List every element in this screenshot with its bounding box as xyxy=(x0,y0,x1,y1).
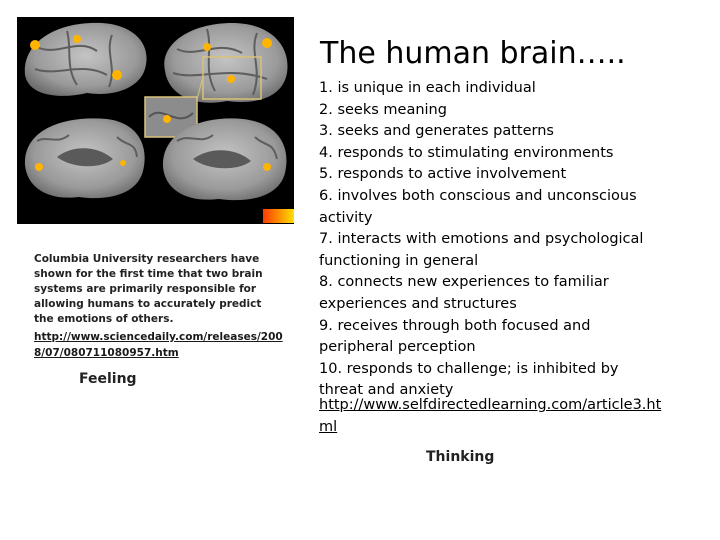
image-caption: Columbia University researchers have shown for the first time that two brain systems are primarily responsible for allowing humans to accurately predict the emotions of others. xyxy=(34,253,263,325)
list-item: 2. seeks meaning xyxy=(319,101,447,118)
brain-scan-image xyxy=(17,17,294,224)
brain-lateral-left xyxy=(25,23,147,96)
brain-medial-left xyxy=(25,118,145,198)
list-item: 3. seeks and generates patterns xyxy=(319,123,554,140)
list-item: 10. responds to challenge; is inhibited by threat and anxiety xyxy=(319,360,619,399)
list-item: 9. receives through both focused and peripheral perception xyxy=(319,317,591,356)
list-item: 8. connects new experiences to familiar experiences and structures xyxy=(319,274,609,312)
page-title: The human brain….. xyxy=(320,36,626,71)
brain-lateral-right xyxy=(164,23,287,103)
list-item: 7. interacts with emotions and psychological functioning in general xyxy=(319,231,644,269)
feeling-label: Feeling xyxy=(79,371,137,387)
color-scale-bar xyxy=(263,209,294,223)
selfdirectedlearning-link[interactable]: http://www.selfdirectedlearning.com/article3.html xyxy=(319,397,662,435)
brain-points-list xyxy=(319,78,664,402)
list-item: 6. involves both conscious and unconscious activity xyxy=(319,187,637,226)
thinking-label: Thinking xyxy=(426,449,495,465)
sciencedaily-link[interactable]: http://www.sciencedaily.com/releases/2008/07/080711080957.htm xyxy=(34,331,283,359)
list-item: 4. responds to stimulating environments xyxy=(319,144,614,161)
list-item: 1. is unique in each individual xyxy=(319,80,536,96)
list-item: 5. responds to active involvement xyxy=(319,166,567,183)
